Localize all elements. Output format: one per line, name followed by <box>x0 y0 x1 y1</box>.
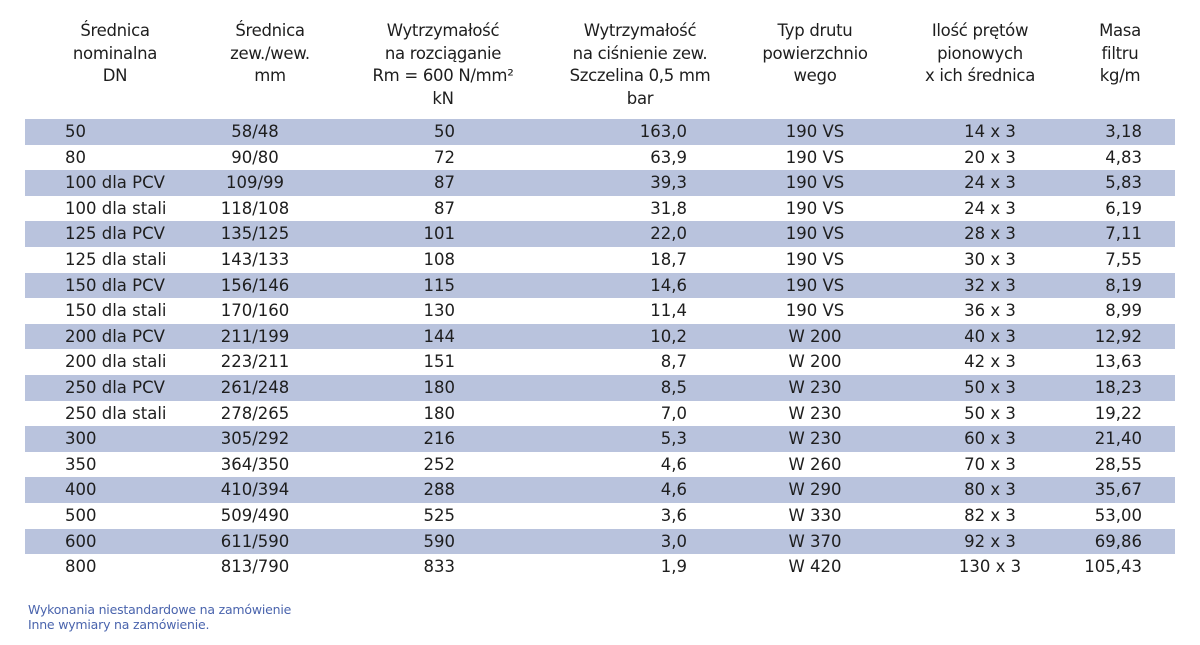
cell-filter-mass: 3,18 <box>1105 122 1142 141</box>
cell-vertical-rods: 14 x 3 <box>964 122 1016 141</box>
cell-vertical-rods: 60 x 3 <box>964 429 1016 449</box>
header-filter-mass: Masa filtru kg/m <box>1099 21 1141 85</box>
cell-wire-type: 190 VS <box>785 147 845 167</box>
table-row <box>25 529 1175 555</box>
cell-wire-type: W 420 <box>788 557 842 577</box>
header-vertical-rods: Ilość prętów pionowych x ich średnica <box>924 21 1036 85</box>
cell-pressure-strength: 3,6 <box>660 505 687 525</box>
cell-filter-mass: 21,40 <box>1094 429 1142 449</box>
cell-tensile-strength: 130 <box>423 301 455 321</box>
cell-tensile-strength: 101 <box>423 224 455 244</box>
cell-wire-type: W 330 <box>788 505 842 525</box>
table-row <box>25 196 1175 222</box>
cell-filter-mass: 8,19 <box>1105 275 1142 295</box>
table-row <box>25 349 1175 375</box>
cell-vertical-rods: 24 x 3 <box>964 198 1016 218</box>
cell-pressure-strength: 1,9 <box>660 557 687 577</box>
cell-wire-type: W 200 <box>788 352 842 372</box>
cell-nominal-diameter: 150 dla stali <box>65 301 167 321</box>
cell-outer-inner-diameter: 813/790 <box>220 557 290 577</box>
cell-pressure-strength: 8,5 <box>660 377 687 397</box>
cell-pressure-strength: 163,0 <box>639 122 687 141</box>
cell-nominal-diameter: 350 <box>65 454 97 474</box>
cell-vertical-rods: 40 x 3 <box>964 326 1016 346</box>
cell-outer-inner-diameter: 156/146 <box>220 275 290 295</box>
cell-vertical-rods: 92 x 3 <box>964 531 1016 551</box>
cell-outer-inner-diameter: 305/292 <box>220 429 290 449</box>
cell-wire-type: 190 VS <box>785 275 845 295</box>
cell-filter-mass: 69,86 <box>1094 531 1142 551</box>
cell-nominal-diameter: 250 dla stali <box>65 403 167 423</box>
cell-outer-inner-diameter: 364/350 <box>220 454 290 474</box>
cell-tensile-strength: 144 <box>423 326 455 346</box>
cell-tensile-strength: 50 <box>434 122 455 141</box>
table-row <box>25 477 1175 503</box>
cell-vertical-rods: 80 x 3 <box>964 480 1016 500</box>
cell-nominal-diameter: 150 dla PCV <box>65 275 165 295</box>
cell-outer-inner-diameter: 611/590 <box>220 531 290 551</box>
cell-outer-inner-diameter: 223/211 <box>220 352 290 372</box>
cell-filter-mass: 6,19 <box>1105 198 1142 218</box>
table-row <box>25 221 1175 247</box>
cell-tensile-strength: 288 <box>423 480 455 500</box>
header-outer-inner-diameter: Średnica zew./wew. mm <box>230 21 310 85</box>
cell-outer-inner-diameter: 90/80 <box>231 147 279 167</box>
cell-nominal-diameter: 125 dla PCV <box>65 224 165 244</box>
cell-tensile-strength: 72 <box>434 147 455 167</box>
cell-filter-mass: 13,63 <box>1094 352 1142 372</box>
cell-pressure-strength: 7,0 <box>660 403 687 423</box>
cell-vertical-rods: 82 x 3 <box>964 505 1016 525</box>
cell-tensile-strength: 180 <box>423 377 455 397</box>
cell-vertical-rods: 28 x 3 <box>964 224 1016 244</box>
cell-wire-type: W 260 <box>788 454 842 474</box>
cell-wire-type: W 230 <box>788 403 842 423</box>
cell-tensile-strength: 87 <box>434 173 455 193</box>
cell-wire-type: 190 VS <box>785 301 845 321</box>
cell-wire-type: 190 VS <box>785 224 845 244</box>
cell-nominal-diameter: 600 <box>65 531 97 551</box>
footnotes <box>28 602 291 632</box>
cell-outer-inner-diameter: 509/490 <box>220 505 290 525</box>
cell-pressure-strength: 14,6 <box>650 275 687 295</box>
table-row <box>25 426 1175 452</box>
cell-filter-mass: 18,23 <box>1094 377 1142 397</box>
cell-outer-inner-diameter: 143/133 <box>220 249 290 269</box>
cell-outer-inner-diameter: 109/99 <box>225 173 285 193</box>
cell-wire-type: 190 VS <box>785 122 845 141</box>
cell-filter-mass: 5,83 <box>1105 173 1142 193</box>
cell-vertical-rods: 32 x 3 <box>964 275 1016 295</box>
table-row <box>25 298 1175 324</box>
cell-vertical-rods: 30 x 3 <box>964 249 1016 269</box>
cell-tensile-strength: 180 <box>423 403 455 423</box>
cell-tensile-strength: 252 <box>423 454 455 474</box>
cell-pressure-strength: 22,0 <box>650 224 687 244</box>
cell-filter-mass: 7,55 <box>1105 249 1142 269</box>
cell-filter-mass: 7,11 <box>1105 224 1142 244</box>
cell-vertical-rods: 42 x 3 <box>964 352 1016 372</box>
cell-pressure-strength: 4,6 <box>660 480 687 500</box>
cell-nominal-diameter: 50 <box>65 122 86 141</box>
cell-tensile-strength: 108 <box>423 249 455 269</box>
cell-outer-inner-diameter: 278/265 <box>220 403 290 423</box>
footnote-nonstandard: Wykonania niestandardowe na zamówienie <box>28 602 292 617</box>
cell-pressure-strength: 18,7 <box>650 249 687 269</box>
cell-nominal-diameter: 800 <box>65 557 97 577</box>
cell-tensile-strength: 590 <box>423 531 455 551</box>
cell-filter-mass: 53,00 <box>1094 505 1142 525</box>
cell-outer-inner-diameter: 170/160 <box>220 301 290 321</box>
header-tensile-strength: Wytrzymałość na rozciąganie Rm = 600 N/mm² kN <box>372 21 514 108</box>
cell-nominal-diameter: 125 dla stali <box>65 249 167 269</box>
cell-pressure-strength: 8,7 <box>660 352 687 372</box>
footnote-other-dimensions: Inne wymiary na zamówienie. <box>28 617 210 632</box>
cell-nominal-diameter: 80 <box>65 147 86 167</box>
cell-wire-type: W 200 <box>788 326 842 346</box>
table-row <box>25 375 1175 401</box>
table-row <box>25 554 1175 580</box>
header-wire-type: Typ drutu powierzchnio wego <box>762 21 868 85</box>
cell-pressure-strength: 3,0 <box>660 531 687 551</box>
cell-vertical-rods: 50 x 3 <box>964 377 1016 397</box>
cell-nominal-diameter: 200 dla stali <box>65 352 167 372</box>
cell-pressure-strength: 5,3 <box>660 429 687 449</box>
cell-vertical-rods: 20 x 3 <box>964 147 1016 167</box>
cell-outer-inner-diameter: 58/48 <box>231 122 279 141</box>
cell-pressure-strength: 11,4 <box>650 301 687 321</box>
cell-filter-mass: 35,67 <box>1094 480 1142 500</box>
cell-tensile-strength: 833 <box>423 557 455 577</box>
header-pressure-strength: Wytrzymałość na ciśnienie zew. Szczelina 0,5 mm bar <box>569 21 711 108</box>
table-row <box>25 145 1175 171</box>
cell-nominal-diameter: 300 <box>65 429 97 449</box>
table-row <box>25 401 1175 427</box>
table-body <box>25 119 1175 580</box>
cell-vertical-rods: 50 x 3 <box>964 403 1016 423</box>
cell-vertical-rods: 70 x 3 <box>964 454 1016 474</box>
cell-tensile-strength: 525 <box>423 505 455 525</box>
cell-nominal-diameter: 500 <box>65 505 97 525</box>
cell-vertical-rods: 36 x 3 <box>964 301 1016 321</box>
cell-vertical-rods: 24 x 3 <box>964 173 1016 193</box>
cell-outer-inner-diameter: 118/108 <box>220 198 290 218</box>
cell-vertical-rods: 130 x 3 <box>958 557 1022 577</box>
cell-nominal-diameter: 400 <box>65 480 97 500</box>
cell-wire-type: 190 VS <box>785 198 845 218</box>
cell-pressure-strength: 31,8 <box>650 198 687 218</box>
table-row <box>25 273 1175 299</box>
cell-pressure-strength: 4,6 <box>660 454 687 474</box>
table-row <box>25 324 1175 350</box>
table-row <box>25 119 1175 145</box>
cell-tensile-strength: 87 <box>434 198 455 218</box>
cell-filter-mass: 19,22 <box>1094 403 1142 423</box>
cell-filter-mass: 8,99 <box>1105 301 1142 321</box>
cell-tensile-strength: 216 <box>423 429 455 449</box>
cell-wire-type: W 370 <box>788 531 842 551</box>
cell-nominal-diameter: 100 dla stali <box>65 198 167 218</box>
table-row <box>25 452 1175 478</box>
cell-wire-type: 190 VS <box>785 173 845 193</box>
cell-outer-inner-diameter: 410/394 <box>220 480 290 500</box>
cell-pressure-strength: 39,3 <box>650 173 687 193</box>
cell-outer-inner-diameter: 261/248 <box>220 377 290 397</box>
cell-outer-inner-diameter: 211/199 <box>220 326 290 346</box>
table-row <box>25 170 1175 196</box>
cell-filter-mass: 4,83 <box>1105 147 1142 167</box>
cell-filter-mass: 28,55 <box>1094 454 1142 474</box>
cell-nominal-diameter: 200 dla PCV <box>65 326 165 346</box>
cell-wire-type: W 290 <box>788 480 842 500</box>
cell-tensile-strength: 115 <box>423 275 455 295</box>
cell-pressure-strength: 63,9 <box>650 147 687 167</box>
table-header <box>0 20 1200 112</box>
cell-outer-inner-diameter: 135/125 <box>220 224 290 244</box>
cell-pressure-strength: 10,2 <box>650 326 687 346</box>
cell-wire-type: W 230 <box>788 429 842 449</box>
cell-wire-type: W 230 <box>788 377 842 397</box>
table-row <box>25 503 1175 529</box>
cell-tensile-strength: 151 <box>423 352 455 372</box>
table-row <box>25 247 1175 273</box>
cell-filter-mass: 105,43 <box>1084 557 1142 577</box>
cell-nominal-diameter: 250 dla PCV <box>65 377 165 397</box>
cell-filter-mass: 12,92 <box>1094 326 1142 346</box>
cell-wire-type: 190 VS <box>785 249 845 269</box>
header-nominal-diameter: Średnica nominalna DN <box>72 21 158 85</box>
cell-nominal-diameter: 100 dla PCV <box>65 173 165 193</box>
